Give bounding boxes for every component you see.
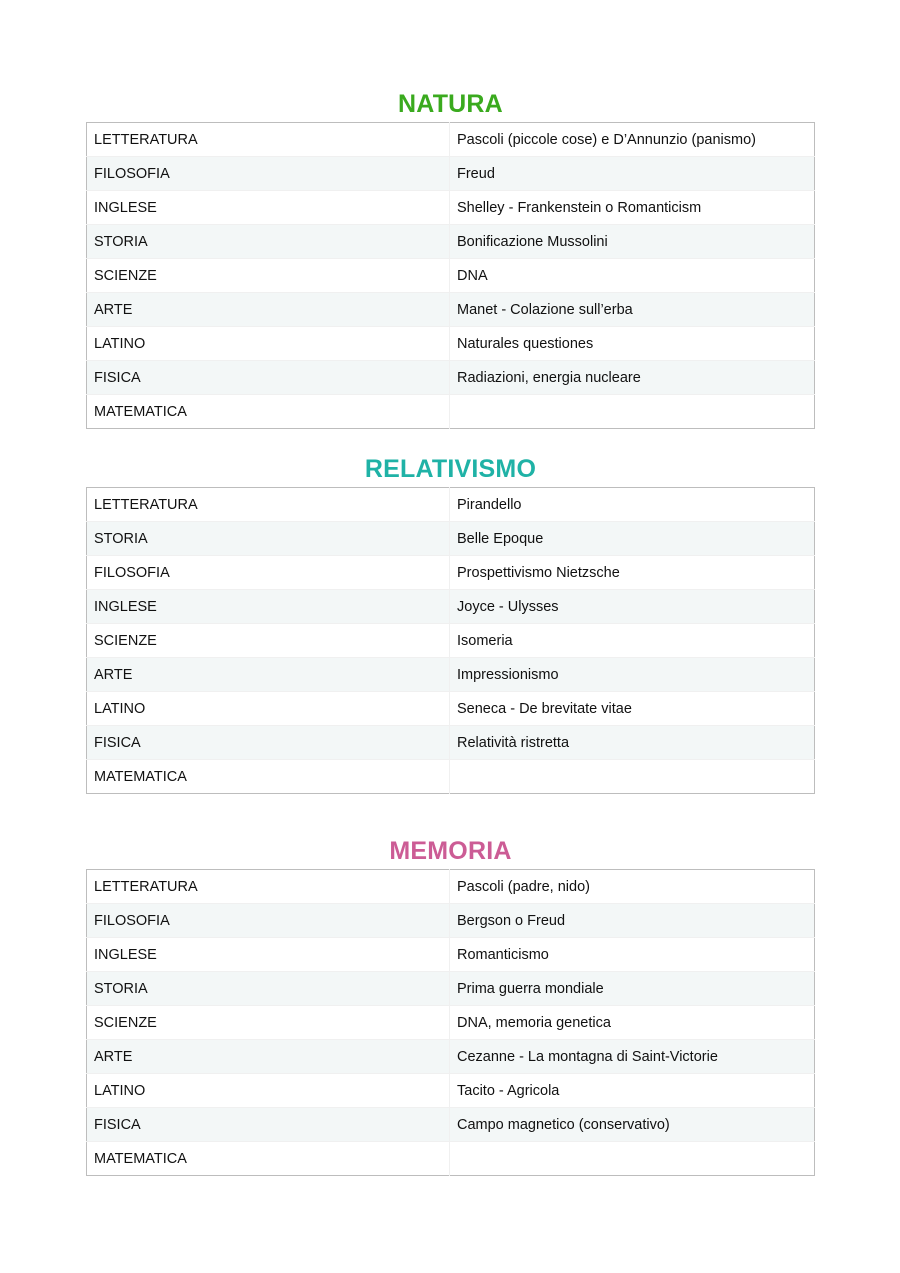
table-row [87,938,815,972]
subject-cell: MATEMATICA [87,760,450,794]
subject-cell: SCIENZE [87,1006,450,1040]
topic-cell: Bonificazione Mussolini [450,225,815,259]
subject-cell: FISICA [87,361,450,395]
subject-cell: FILOSOFIA [87,904,450,938]
subject-cell: INGLESE [87,590,450,624]
subject-cell: LATINO [87,692,450,726]
topic-cell [450,395,815,429]
topic-cell: Relatività ristretta [450,726,815,760]
topic-cell: Pascoli (padre, nido) [450,870,815,904]
subject-cell: SCIENZE [87,624,450,658]
subject-cell: INGLESE [87,191,450,225]
table-row [87,191,815,225]
topic-cell: Campo magnetico (conservativo) [450,1108,815,1142]
topic-cell: Prospettivismo Nietzsche [450,556,815,590]
topic-cell: Prima guerra mondiale [450,972,815,1006]
section-title: NATURA [398,90,503,118]
subjects-table [86,487,815,794]
topic-cell: Pirandello [450,488,815,522]
table-row [87,225,815,259]
topic-cell: Isomeria [450,624,815,658]
subject-cell: FISICA [87,726,450,760]
topic-cell: Seneca - De brevitate vitae [450,692,815,726]
subject-cell: SCIENZE [87,259,450,293]
subject-cell: LETTERATURA [94,496,198,513]
table-row [87,1142,815,1176]
table-row [87,123,815,157]
subject-cell: STORIA [87,972,450,1006]
topic-cell: Shelley - Frankenstein o Romanticism [450,191,815,225]
topic-cell: Bergson o Freud [450,904,815,938]
subjects-table [86,122,815,429]
table-row [87,870,815,904]
table-row [87,361,815,395]
subject-cell: INGLESE [87,938,450,972]
table-row [87,556,815,590]
topic-cell: Joyce - Ulysses [450,590,815,624]
table-row [87,726,815,760]
subject-cell: STORIA [87,225,450,259]
subject-cell: STORIA [87,522,450,556]
topic-cell: DNA, memoria genetica [450,1006,815,1040]
subject-cell: LATINO [87,327,450,361]
subject-cell: FISICA [87,1108,450,1142]
section-title: RELATIVISMO [364,455,537,483]
topic-cell: Cezanne - La montagna di Saint-Victorie [450,1040,815,1074]
table-row [87,1040,815,1074]
table-row [87,760,815,794]
topic-cell: Naturales questiones [450,327,815,361]
subject-cell: ARTE [87,293,450,327]
section-natura [86,86,815,429]
topic-cell: Belle Epoque [450,522,815,556]
topic-cell: Pascoli (piccole cose) e D’Annunzio (panismo) [450,123,815,157]
table-row [87,972,815,1006]
topic-cell [450,760,815,794]
topic-cell: Impressionismo [450,658,815,692]
section-memoria [86,833,815,1176]
table-row [87,157,815,191]
table-row [87,327,815,361]
table-row [87,1074,815,1108]
topic-cell [450,1142,815,1176]
subject-cell: FILOSOFIA [87,157,450,191]
topic-cell: Radiazioni, energia nucleare [450,361,815,395]
topic-cell: DNA [450,259,815,293]
subject-cell: LETTERATURA [94,878,198,895]
subject-cell: MATEMATICA [87,395,450,429]
topic-cell: Freud [450,157,815,191]
table-row [87,1006,815,1040]
table-row [87,1108,815,1142]
table-row [87,904,815,938]
topic-cell: Romanticismo [450,938,815,972]
table-row [87,488,815,522]
subject-cell: LETTERATURA [94,131,198,148]
subject-cell: ARTE [87,1040,450,1074]
table-row [87,395,815,429]
table-row [87,692,815,726]
table-row [87,590,815,624]
table-row [87,259,815,293]
table-row [87,293,815,327]
subject-cell: FILOSOFIA [87,556,450,590]
table-row [87,624,815,658]
subject-cell: ARTE [87,658,450,692]
subjects-table [86,869,815,1176]
table-row [87,522,815,556]
table-row [87,658,815,692]
topic-cell: Tacito - Agricola [450,1074,815,1108]
subject-cell: MATEMATICA [87,1142,450,1176]
section-title: MEMORIA [389,837,512,865]
topic-cell: Manet - Colazione sull’erba [450,293,815,327]
subject-cell: LATINO [87,1074,450,1108]
section-relativismo [86,451,815,794]
